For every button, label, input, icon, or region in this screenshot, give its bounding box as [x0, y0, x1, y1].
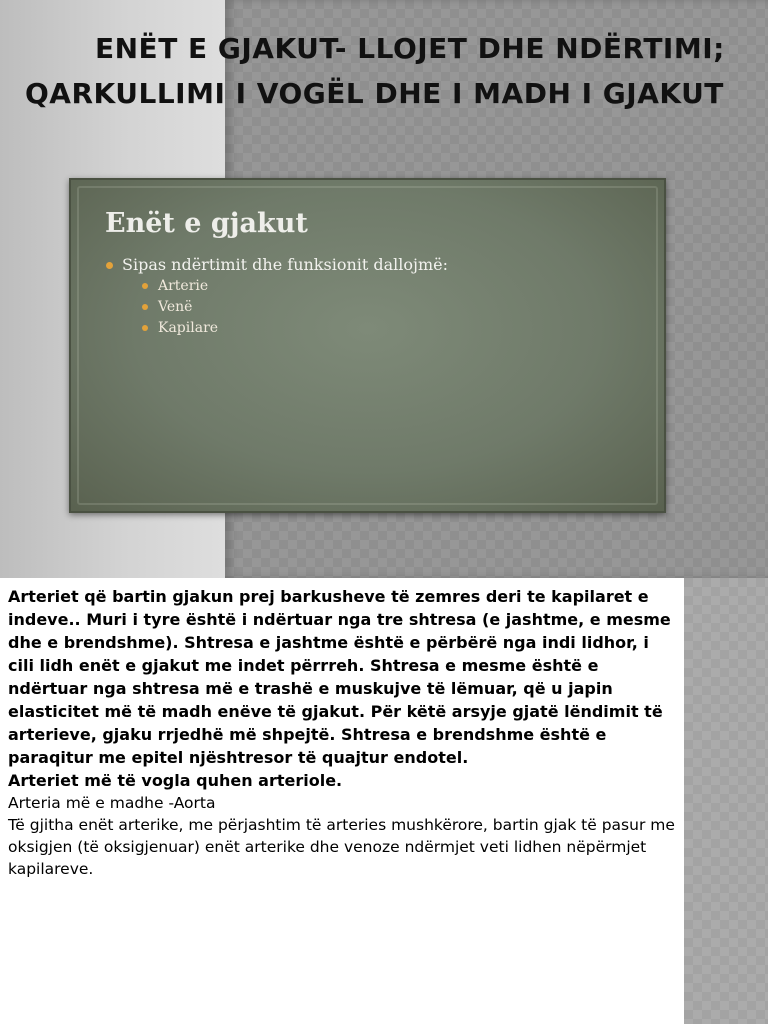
embedded-slide-title: Enët e gjakut: [105, 208, 308, 239]
slide-title-line2: QARKULLIMI I VOGËL DHE I MADH I GJAKUT: [25, 77, 724, 110]
slide-title: [0, 26, 768, 116]
embedded-slide-sublist: [122, 276, 448, 339]
paragraph-aorta: Arteria më e madhe -Aorta: [8, 794, 216, 812]
embedded-slide-image: [69, 178, 666, 513]
embedded-slide-list: [106, 254, 448, 339]
document-body: [8, 585, 680, 880]
paragraph-arterioles: Arteriet më të vogla quhen arteriole.: [8, 771, 343, 790]
paragraph-arteries: Arteriet që bartin gjakun prej barkusheve të zemres deri te kapilaret e indeve.. Muri i tyre është i ndërtuar nga tre shtresa (e jashtme, e mesme dhe e brendshme). Shtresa e jashtme është e përbërë nga indi lidhor, i cili lidh enët e gjakut me indet përrreh. Shtresa e mesme është e ndërtuar nga shtresa më e trashë e muskujve të lëmuar, që u japin elasticitet më të madh enëve të gjakut. Për këtë arsyje gjatë lëndimit të arterieve, gjaku rrjedhë më shpejtë. Shtresa e brendshme është e paraqitur me epitel njështresor të quajtur endotel.: [8, 587, 671, 767]
slide-title-line1: ENËT E GJAKUT- LLOJET DHE NDËRTIMI;: [95, 32, 725, 65]
embedded-slide-subitem: Venë: [142, 297, 448, 318]
embedded-slide-bullet: [106, 254, 448, 339]
embedded-slide-bullet-text: Sipas ndërtimit dhe funksionit dallojmë:: [122, 255, 449, 274]
right-textured-strip: [684, 578, 768, 1024]
embedded-slide-subitem: Arterie: [142, 276, 448, 297]
paragraph-arterial-vessels: Të gjitha enët arterike, me përjashtim të arteries mushkërore, bartin gjak të pasur me oksigjen (të oksigjenuar) enët arterike dhe venoze ndërmjet veti lidhen nëpërmjet kapilareve.: [8, 816, 675, 878]
embedded-slide-subitem: Kapilare: [142, 318, 448, 339]
